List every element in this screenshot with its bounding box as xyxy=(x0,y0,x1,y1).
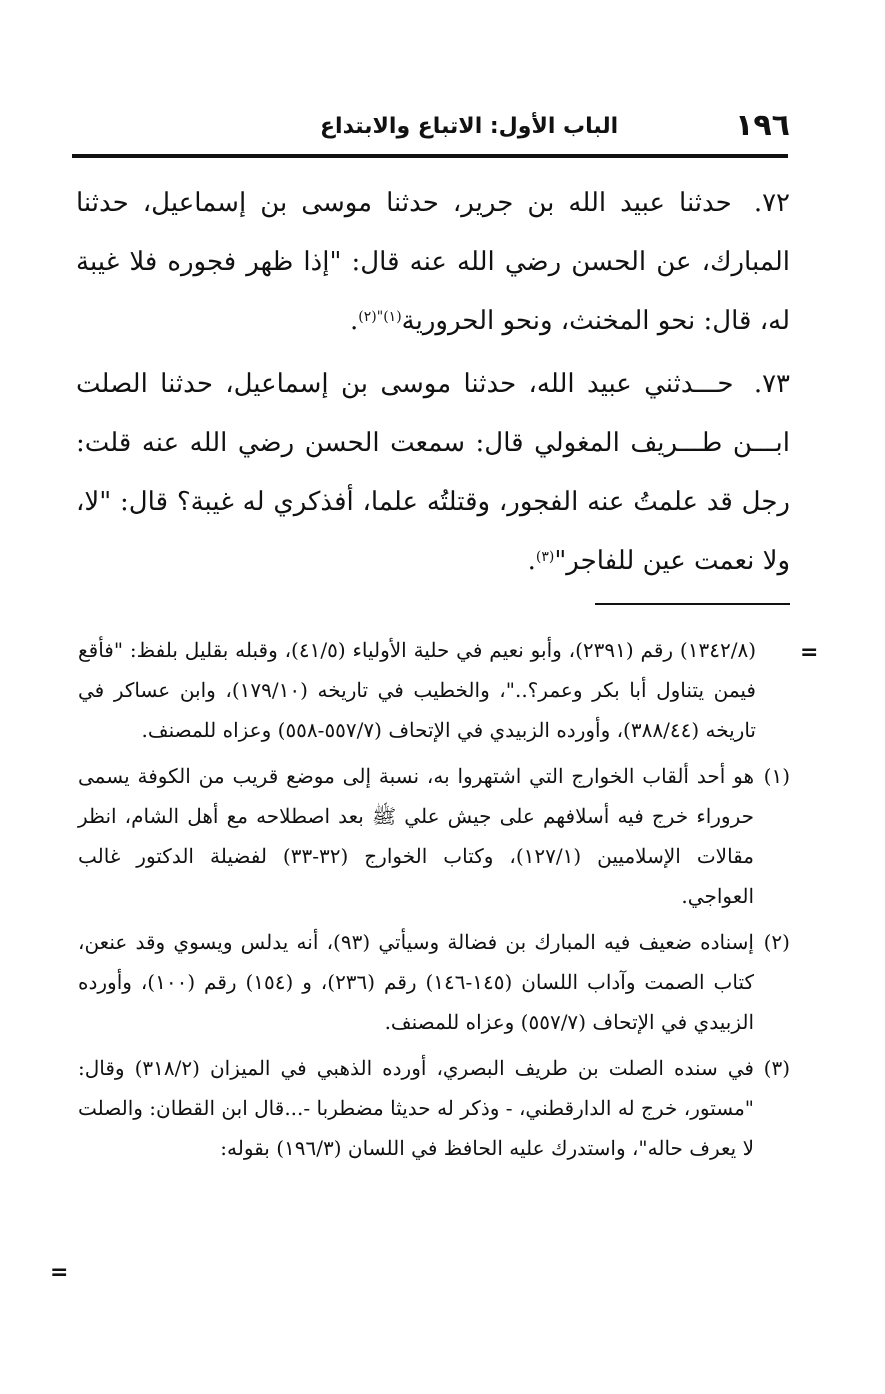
footnote-label: (٢) xyxy=(763,930,790,954)
hadith-number: ٧٢. xyxy=(753,188,791,218)
paragraph-end: . xyxy=(527,546,536,576)
paragraph-end: . xyxy=(350,306,359,336)
footnote-separator xyxy=(595,603,790,605)
page-header xyxy=(70,108,790,152)
hadith-text: حدثنا عبيد الله بن جرير، حدثنا موسى بن إسماعيل، حدثنا المبارك، عن الحسن رضي الله عنه قال: "إذا ظهر فجوره فلا غيبة له، قال: نحو المخنث، ونحو الحرورية xyxy=(76,188,790,336)
page-number: ١٩٦ xyxy=(735,108,790,143)
main-text xyxy=(76,174,790,591)
next-page-mark: = xyxy=(50,1260,69,1285)
footnote-label: (١) xyxy=(763,764,790,788)
hadith-paragraph-72 xyxy=(76,174,790,351)
header-rule xyxy=(72,154,788,158)
footnote-3 xyxy=(78,1048,790,1168)
footnotes xyxy=(78,630,790,1174)
running-title: الباب الأول: الاتباع والابتداع xyxy=(320,114,619,139)
footnote-1 xyxy=(78,756,790,916)
footnote-reference: (١)"(٢) xyxy=(358,309,402,325)
hadith-number: ٧٣. xyxy=(753,369,791,399)
footnote-continuation: (١٣٤٢/٨) رقم (٢٣٩١)، وأبو نعيم في حلية الأولياء (٤١/٥)، وقبله بقليل بلفظ: "فأقع فيمن يتناول أبا بكر وعمر؟.."، والخطيب في تاريخه (١٧٩/١٠)، وابن عساكر في تاريخه (٣٨٨/٤٤)، وأورده الزبيدي في الإتحاف (٥٥٧/٧-٥٥٨) وعزاه للمصنف. xyxy=(78,638,757,742)
hadith-text: حـــدثني عبيد الله، حدثنا موسى بن إسماعيل، حدثنا الصلت ابـــن طـــريف المغولي قال: سمعت الحسن رضي الله عنه قلت: رجل قد علمتُ عنه الفجور، وقتلتُه علما، أفذكري له غيبة؟ قال: "لا، ولا نعمت عين للفاجر" xyxy=(76,369,790,576)
footnote-text: في سنده الصلت بن طريف البصري، أورده الذهبي في الميزان (٣١٨/٢) وقال: "مستور، خرج له الدارقطني، - وذكر له حديثا مضطربا -...قال ابن القطان: والصلت لا يعرف حاله"، واستدرك عليه الحافظ في اللسان (١٩٦/٣) بقوله: xyxy=(78,1056,754,1160)
footnote-text: إسناده ضعيف فيه المبارك بن فضالة وسيأتي (٩٣)، أنه يدلس ويسوي وقد عنعن، كتاب الصمت وآداب اللسان (١٤٥-١٤٦) رقم (٢٣٦)، و (١٥٤) رقم (١٠٠)، وأورده الزبيدي في الإتحاف (٥٥٧/٧) وعزاه للمصنف. xyxy=(78,930,754,1034)
footnote-2 xyxy=(78,922,790,1042)
hadith-paragraph-73 xyxy=(76,355,790,591)
footnote-text: هو أحد ألقاب الخوارج التي اشتهروا به، نسبة إلى موضع قريب من الكوفة يسمى حروراء خرج فيه أسلافهم على جيش علي ﷺ بعد اصطلاحه مع أهل الشام، انظر مقالات الإسلاميين (١٢٧/١)، وكتاب الخوارج (٣٢-٣٣) لفضيلة الدكتور غالب العواجي. xyxy=(78,764,754,908)
footnote-reference: (٣) xyxy=(535,549,555,565)
footnote-label: (٣) xyxy=(763,1056,790,1080)
continuation-mark: = xyxy=(800,640,819,665)
